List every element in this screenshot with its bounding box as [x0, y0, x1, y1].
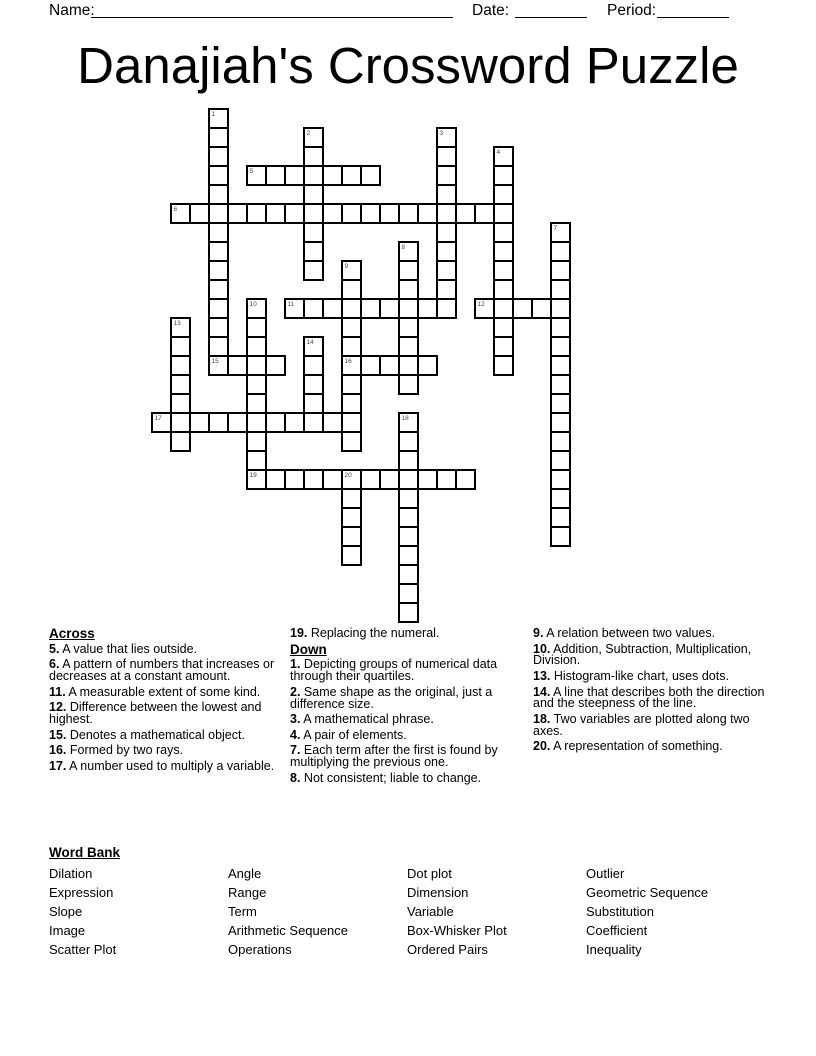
grid-cell[interactable]	[493, 146, 514, 167]
grid-cell[interactable]	[246, 355, 267, 376]
cell-number: 1	[211, 110, 216, 118]
grid-cell[interactable]	[170, 317, 191, 338]
grid-cell[interactable]	[398, 203, 419, 224]
grid-cell[interactable]	[341, 374, 362, 395]
clue-number: 20.	[533, 739, 551, 754]
word-bank-item: Inequality	[586, 942, 642, 957]
cell-number: 10	[249, 300, 257, 308]
clue-number: 12.	[49, 700, 67, 715]
grid-cell[interactable]	[398, 298, 419, 319]
clue: 20. A representation of something.	[533, 739, 723, 754]
grid-cell[interactable]	[360, 469, 381, 490]
grid-cell[interactable]	[246, 412, 267, 433]
grid-cell[interactable]	[208, 279, 229, 300]
grid-cell[interactable]	[493, 298, 514, 319]
grid-cell[interactable]	[474, 203, 495, 224]
grid-cell[interactable]	[398, 545, 419, 566]
cell-number: 9	[344, 262, 349, 270]
grid-cell[interactable]	[303, 355, 324, 376]
word-bank-item: Dot plot	[407, 866, 452, 881]
grid-cell[interactable]	[493, 336, 514, 357]
grid-cell[interactable]	[436, 146, 457, 167]
down-heading: Down	[290, 641, 327, 657]
grid-cell[interactable]	[493, 165, 514, 186]
grid-cell[interactable]	[303, 165, 324, 186]
grid-cell[interactable]	[303, 127, 324, 148]
grid-cell[interactable]	[379, 298, 400, 319]
grid-cell[interactable]	[417, 298, 438, 319]
grid-cell[interactable]	[550, 450, 571, 471]
grid-cell[interactable]	[493, 184, 514, 205]
grid-cell[interactable]	[303, 393, 324, 414]
clue-number: 18.	[533, 711, 551, 726]
grid-cell[interactable]	[550, 298, 571, 319]
grid-cell[interactable]	[170, 355, 191, 376]
clue: 5. A value that lies outside.	[49, 641, 198, 656]
grid-cell[interactable]	[303, 222, 324, 243]
word-bank-item: Coefficient	[586, 923, 648, 938]
cell-number: 13	[173, 319, 181, 327]
grid-cell[interactable]	[322, 298, 343, 319]
cell-number: 12	[477, 300, 485, 308]
clue: 15. Denotes a mathematical object.	[49, 727, 245, 742]
word-bank-item: Term	[228, 904, 257, 919]
cell-number: 16	[344, 357, 352, 365]
grid-cell[interactable]	[379, 355, 400, 376]
grid-cell[interactable]	[208, 184, 229, 205]
grid-cell[interactable]	[341, 469, 362, 490]
word-bank-item: Range	[228, 885, 267, 900]
grid-cell[interactable]	[493, 317, 514, 338]
grid-cell[interactable]	[246, 393, 267, 414]
grid-cell[interactable]	[246, 165, 267, 186]
word-bank-item: Substitution	[586, 904, 654, 919]
clue-number: 8.	[290, 770, 301, 785]
grid-cell[interactable]	[265, 203, 286, 224]
grid-cell[interactable]	[322, 469, 343, 490]
grid-cell[interactable]	[436, 127, 457, 148]
grid-cell[interactable]	[341, 393, 362, 414]
grid-cell[interactable]	[550, 336, 571, 357]
grid-cell[interactable]	[398, 355, 419, 376]
grid-cell[interactable]	[550, 488, 571, 509]
word-bank-item: Slope	[49, 904, 83, 919]
grid-cell[interactable]	[550, 526, 571, 547]
grid-cell[interactable]	[208, 146, 229, 167]
grid-cell[interactable]	[360, 203, 381, 224]
grid-cell[interactable]	[379, 203, 400, 224]
grid-cell[interactable]	[436, 203, 457, 224]
grid-cell[interactable]	[493, 241, 514, 262]
grid-cell[interactable]	[265, 469, 286, 490]
clue: 18. Two variables are plotted along two axes.	[533, 711, 750, 738]
grid-cell[interactable]	[341, 203, 362, 224]
grid-cell[interactable]	[208, 412, 229, 433]
grid-cell[interactable]	[341, 431, 362, 452]
grid-cell[interactable]	[341, 488, 362, 509]
word-bank-item: Ordered Pairs	[407, 942, 488, 957]
clues-column-right	[533, 628, 773, 757]
grid-cell[interactable]	[208, 336, 229, 357]
grid-cell[interactable]	[246, 469, 267, 490]
grid-cell[interactable]	[322, 412, 343, 433]
word-bank-column-4	[586, 864, 708, 959]
grid-cell[interactable]	[398, 336, 419, 357]
grid-cell[interactable]	[208, 260, 229, 281]
word-bank-item: Dimension	[407, 885, 469, 900]
word-bank-item: Box-Whisker Plot	[407, 923, 507, 938]
grid-cell[interactable]	[436, 165, 457, 186]
grid-cell[interactable]	[208, 317, 229, 338]
grid-cell[interactable]	[360, 165, 381, 186]
grid-cell[interactable]	[398, 260, 419, 281]
word-bank-column-3	[407, 864, 507, 959]
grid-cell[interactable]	[474, 298, 495, 319]
clue: 11. A measurable extent of some kind.	[49, 684, 261, 699]
grid-cell[interactable]	[398, 241, 419, 262]
clues-column-left	[49, 628, 287, 777]
cell-number: 2	[306, 129, 311, 137]
word-bank-item: Geometric Sequence	[586, 885, 709, 900]
cell-number: 7	[553, 224, 558, 232]
word-bank-heading: Word Bank	[49, 845, 121, 860]
grid-cell[interactable]	[360, 355, 381, 376]
grid-cell[interactable]	[550, 469, 571, 490]
grid-cell[interactable]	[341, 336, 362, 357]
grid-cell[interactable]	[208, 222, 229, 243]
grid-cell[interactable]	[398, 488, 419, 509]
clue: 4. A pair of elements.	[290, 727, 407, 742]
grid-cell[interactable]	[284, 165, 305, 186]
grid-cell[interactable]	[493, 355, 514, 376]
grid-cell[interactable]	[550, 507, 571, 528]
name-line	[91, 2, 453, 18]
grid-cell[interactable]	[303, 298, 324, 319]
clue-number: 13.	[533, 668, 551, 683]
grid-cell[interactable]	[170, 412, 191, 433]
cell-number: 6	[173, 205, 178, 213]
grid-cell[interactable]	[265, 355, 286, 376]
date-line	[515, 2, 587, 18]
clue-number: 14.	[533, 684, 551, 699]
grid-cell[interactable]	[550, 317, 571, 338]
period-line	[657, 2, 729, 18]
grid-cell[interactable]	[303, 412, 324, 433]
grid-cell[interactable]	[550, 431, 571, 452]
grid-cell[interactable]	[284, 469, 305, 490]
grid-cell[interactable]	[208, 203, 229, 224]
clue: 6. A pattern of numbers that increases or decreases at a constant amount.	[49, 657, 275, 684]
grid-cell[interactable]	[189, 203, 210, 224]
grid-cell[interactable]	[455, 203, 476, 224]
grid-cell[interactable]	[417, 203, 438, 224]
grid-cell[interactable]	[341, 165, 362, 186]
grid-cell[interactable]	[284, 298, 305, 319]
grid-cell[interactable]	[550, 241, 571, 262]
grid-cell[interactable]	[550, 355, 571, 376]
grid-cell[interactable]	[493, 222, 514, 243]
grid-cell[interactable]	[398, 469, 419, 490]
clue: 16. Formed by two rays.	[49, 743, 184, 758]
clue-number: 7.	[290, 743, 301, 758]
word-bank-item: Image	[49, 923, 86, 938]
clue: 14. A line that describes both the direction and the steepness of the line.	[533, 684, 765, 711]
grid-cell[interactable]	[303, 260, 324, 281]
clue-number: 3.	[290, 712, 301, 727]
grid-cell[interactable]	[436, 222, 457, 243]
cell-number: 18	[401, 414, 409, 422]
clue: 3. A mathematical phrase.	[290, 712, 434, 727]
grid-cell[interactable]	[341, 412, 362, 433]
grid-cell[interactable]	[208, 298, 229, 319]
cell-number: 15	[211, 357, 219, 365]
word-bank-item: Angle	[228, 866, 262, 881]
grid-cell[interactable]	[436, 184, 457, 205]
grid-cell[interactable]	[208, 165, 229, 186]
word-bank-item: Expression	[49, 885, 114, 900]
word-bank-column-1	[49, 864, 116, 959]
clue: 7. Each term after the first is found by multiplying the previous one.	[290, 743, 498, 770]
grid-cell[interactable]	[493, 203, 514, 224]
grid-cell[interactable]	[398, 526, 419, 547]
crossword-grid	[151, 108, 571, 623]
grid-cell[interactable]	[455, 469, 476, 490]
grid-cell[interactable]	[550, 374, 571, 395]
grid-cell[interactable]	[493, 260, 514, 281]
grid-cell[interactable]	[398, 374, 419, 395]
grid-cell[interactable]	[398, 583, 419, 604]
grid-cell[interactable]	[246, 317, 267, 338]
cell-number: 19	[249, 471, 257, 479]
grid-cell[interactable]	[341, 317, 362, 338]
grid-cell[interactable]	[341, 260, 362, 281]
cell-number: 5	[249, 167, 254, 175]
grid-cell[interactable]	[322, 165, 343, 186]
grid-cell[interactable]	[227, 355, 248, 376]
clues-column-middle	[290, 628, 526, 788]
clue: 10. Addition, Subtraction, Multiplication, Division.	[533, 641, 752, 668]
cell-number: 14	[306, 338, 314, 346]
grid-cell[interactable]	[189, 412, 210, 433]
clue-number: 16.	[49, 743, 67, 758]
cell-number: 8	[401, 243, 406, 251]
grid-cell[interactable]	[436, 260, 457, 281]
grid-cell[interactable]	[512, 298, 533, 319]
grid-cell[interactable]	[436, 298, 457, 319]
clue-number: 17.	[49, 758, 67, 773]
grid-cell[interactable]	[531, 298, 552, 319]
grid-cell[interactable]	[341, 355, 362, 376]
grid-cell[interactable]	[246, 203, 267, 224]
grid-cell[interactable]	[246, 431, 267, 452]
grid-cell[interactable]	[246, 450, 267, 471]
grid-cell[interactable]	[360, 298, 381, 319]
word-bank-item: Operations	[228, 942, 292, 957]
grid-cell[interactable]	[284, 412, 305, 433]
grid-cell[interactable]	[151, 412, 172, 433]
word-bank-item: Outlier	[586, 866, 625, 881]
grid-cell[interactable]	[208, 355, 229, 376]
grid-cell[interactable]	[265, 412, 286, 433]
cell-number: 20	[344, 471, 352, 479]
clue-number: 6.	[49, 657, 60, 672]
cell-number: 11	[287, 300, 295, 308]
grid-cell[interactable]	[398, 507, 419, 528]
grid-cell[interactable]	[170, 374, 191, 395]
clue-number: 5.	[49, 641, 60, 656]
grid-cell[interactable]	[550, 393, 571, 414]
grid-cell[interactable]	[436, 469, 457, 490]
grid-cell[interactable]	[398, 602, 419, 623]
grid-cell[interactable]	[170, 203, 191, 224]
word-bank-column-2	[228, 864, 348, 959]
grid-cell[interactable]	[303, 184, 324, 205]
grid-cell[interactable]	[398, 564, 419, 585]
grid-cell[interactable]	[208, 241, 229, 262]
grid-cell[interactable]	[227, 412, 248, 433]
cell-number: 4	[496, 148, 501, 156]
grid-cell[interactable]	[246, 336, 267, 357]
word-bank-item: Dilation	[49, 866, 93, 881]
clue-number: 9.	[533, 626, 544, 640]
grid-cell[interactable]	[208, 108, 229, 129]
word-bank-item: Scatter Plot	[49, 942, 117, 957]
clue-number: 10.	[533, 641, 551, 656]
grid-cell[interactable]	[303, 336, 324, 357]
grid-cell[interactable]	[303, 374, 324, 395]
grid-cell[interactable]	[398, 279, 419, 300]
across-heading: Across	[49, 626, 95, 641]
grid-cell[interactable]	[398, 431, 419, 452]
clue: 1. Depicting groups of numerical data through their quartiles.	[290, 657, 498, 684]
clue: 8. Not consistent; liable to change.	[290, 770, 482, 785]
clue-number: 19.	[290, 626, 308, 640]
period-label: Period:	[607, 2, 657, 19]
grid-cell[interactable]	[227, 203, 248, 224]
date-label: Date:	[472, 2, 510, 19]
clue: 17. A number used to multiply a variable.	[49, 758, 275, 773]
page-title: Danajiah's Crossword Puzzle	[77, 37, 739, 94]
grid-cell[interactable]	[417, 469, 438, 490]
grid-cell[interactable]	[550, 260, 571, 281]
clue-number: 15.	[49, 727, 67, 742]
grid-cell[interactable]	[303, 469, 324, 490]
clue-number: 11.	[49, 684, 66, 699]
cell-number: 3	[439, 129, 444, 137]
grid-cell[interactable]	[303, 241, 324, 262]
grid-cell[interactable]	[436, 279, 457, 300]
grid-cell[interactable]	[265, 165, 286, 186]
grid-cell[interactable]	[550, 222, 571, 243]
clue: 2. Same shape as the original, just a difference size.	[290, 684, 493, 711]
grid-cell[interactable]	[322, 203, 343, 224]
clue-number: 1.	[290, 657, 301, 672]
clue: 9. A relation between two values.	[533, 626, 716, 640]
clue: 19. Replacing the numeral.	[290, 626, 440, 640]
grid-cell[interactable]	[341, 279, 362, 300]
clue: 12. Difference between the lowest and highest.	[49, 700, 262, 727]
grid-cell[interactable]	[303, 146, 324, 167]
grid-cell[interactable]	[246, 298, 267, 319]
grid-cell[interactable]	[341, 298, 362, 319]
grid-cell[interactable]	[493, 279, 514, 300]
name-label: Name:	[49, 2, 95, 19]
grid-cell[interactable]	[550, 412, 571, 433]
clue: 13. Histogram-like chart, uses dots.	[533, 668, 729, 683]
grid-cell[interactable]	[208, 127, 229, 148]
clue-number: 2.	[290, 684, 301, 699]
word-bank-item: Variable	[407, 904, 454, 919]
grid-cell[interactable]	[550, 279, 571, 300]
grid-cell[interactable]	[246, 374, 267, 395]
grid-cell[interactable]	[170, 336, 191, 357]
grid-cell[interactable]	[341, 507, 362, 528]
grid-cell[interactable]	[398, 412, 419, 433]
grid-cell[interactable]	[170, 393, 191, 414]
grid-cell[interactable]	[303, 203, 324, 224]
grid-cell[interactable]	[341, 526, 362, 547]
grid-cell[interactable]	[284, 203, 305, 224]
grid-cell[interactable]	[398, 450, 419, 471]
grid-cell[interactable]	[170, 431, 191, 452]
grid-cell[interactable]	[341, 545, 362, 566]
grid-cell[interactable]	[417, 355, 438, 376]
grid-cell[interactable]	[398, 317, 419, 338]
clue-number: 4.	[290, 727, 301, 742]
cell-number: 17	[154, 414, 162, 422]
grid-cell[interactable]	[436, 241, 457, 262]
word-bank-item: Arithmetic Sequence	[228, 923, 348, 938]
grid-cell[interactable]	[379, 469, 400, 490]
